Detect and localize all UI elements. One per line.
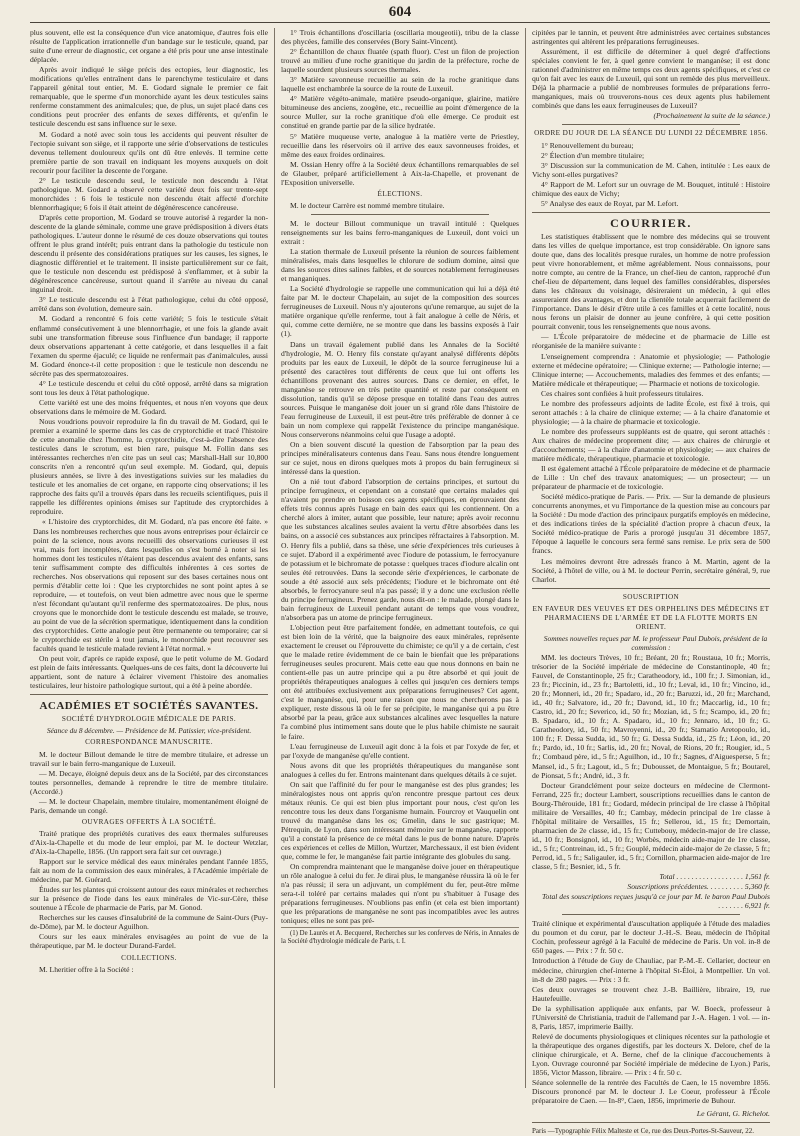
paragraph: Dans un travail également publié dans les Annales de la Société d'hydrologie, M. O. Henry fils constate qu'ayant analysé différents dépôts produits par les eaux de Luxeuil, le dépôt de la source ferrugineuse lui a présenté des caractères tout différents de ceux que lui ont offerts les échantillons provenant des autres sources. Dans ce dernier, en effet, le manganèse se retrouve en très petite quantité et reste par conséquent en dissolution, tandis qu'il se dépose presque en totalité dans l'eau des autres sources. Puisque le manganèse doit jouer un si grand rôle dans l'histoire de l'eau ferrugineuse de Luxeuil, il est peut-être très préférable de donner à ce bain un nom complexe qui rappelât l'existence du principe manganésique. Nous conserverons néanmoins celui que l'usage a adopté.	[281, 339, 519, 439]
paragraph: L'eau ferrugineuse de Luxeuil agit donc à la fois et par l'oxyde de fer, et par l'oxyde de manganèse qu'elle contient.	[281, 741, 519, 760]
footer-rule	[532, 1122, 770, 1123]
section-rule	[30, 694, 268, 695]
bibliography-item: Introduction à l'étude de Guy de Chauliac, par P.-M.-E. Cellarier, docteur en médecine, chirurgien chef-interne à l'hôpital St-Éloi, à Montpellier. Un vol. in-8 de 280 pages. — Prix : 3 fr.	[532, 956, 770, 984]
agenda-item: 5° Analyse des eaux de Royat, par M. Lefort.	[541, 198, 679, 208]
paragraph: On sait que l'affinité du fer pour le manganèse est des plus grandes; les minéralogistes nous ont appris qu'on rencontre presque partout ces deux métaux réunis. Ce qui est bien plus important pour nous, c'est qu'on les rencontre tous les deux dans l'organisme humain. Fourcroy et Vauquelin ont trouvé du manganèse dans les os; Gmelin, dans le suc gastrique; M. Pétrequin, de Lyon, dans son intéressant mémoire sur le manganèse, rapporte qu'il a constaté la présence de ce métal dans le pus de bonne nature. D'après ces expériences et celles de Millon, Wurtzer, Marchessaux, il est bien évident que, comme le fer, le manganèse fait partie intégrante des globules du sang.	[281, 779, 519, 862]
paragraph: On a bien souvent discuté la question de l'absorption par la peau des principes minéralisateurs contenus dans l'eau. Sans nous étendre longuement sur ce sujet, nous en dirons quelques mots à propos du bain ferrugineux si intéressé dans la question.	[281, 440, 519, 477]
paragraph: Les statistiques établissent que le nombre des médecins qui se trouvent dans les villes de quelque importance, est trop considérable. On ignore sans doute que, dans des localités presque rurales, un homme de notre profession peut vivre honorablement, et même agréablement. Nous connaissons, pour notre compte, au centre de la France, un chef-lieu de canton, rapproché d'un chef-lieu de département, dans lequel des familles considérables, dispersées dans les châteaux du voisinage, désireraient un médecin, à qui elles assureraient des avantages, et dont la clientèle totale acquerrait facilement de l'importance. Dans le désir d'être utile à ces familles et à cette localité, nous nous ferons un plaisir de donner au jeune confrère, à qui cette position pourrait convenir, tous les renseignements que nous avons.	[532, 231, 770, 332]
agenda-item: 4° Rapport de M. Lefort sur un ouvrage de M. Bouquet, intitulé : Histoire chimique des eaux de Vichy;	[532, 179, 770, 198]
short-rule	[562, 124, 740, 125]
paragraph: Recherches sur les causes d'insalubrité de la commune de Saint-Ours (Puy-de-Dôme), par M. le docteur Aguilhon.	[30, 913, 268, 932]
list-item: M. Ossian Henry offre à la Société deux échantillons remarquables de sel de Glauber, préparé artificiellement à Aix-la-Chapelle, et provenant de l'Exposition universelle.	[281, 159, 519, 187]
agenda-item: 1° Renouvellement du bureau;	[541, 140, 634, 150]
paragraph: Le nombre des professeurs suppléants est de quatre, qui seront attachés : Aux chaires de médecine proprement dite; — aux chaires de chirurgie et d'accouchements; — à la chaire d'anatomie et physiologie; — aux chaires de matière médicale, thérapeutique, pharmacie et toxicologie.	[532, 426, 770, 464]
bibliography-item: Traité clinique et expérimental d'auscultation appliquée à l'étude des maladies du poumon et du cœur, par le docteur J.-H.-S. Beau, médecin de l'hôpital Cochin, professeur agrégé à la Faculté de médecine de Paris. Un vol. in-8 de 650 pages. — Prix : 7 fr. 50 c.	[532, 919, 770, 956]
paragraph: On a nié tout d'abord l'absorption de certains principes, et surtout du principe ferrugineux, et cependant on a constaté que certains malades qui n'avaient pu prendre en boisson ces agents spécifiques, en éprouvaient des effets très connus après l'usage en bain des eaux qui les contiennent. On a cherché alors à imiter, autant que possible, leur nature; après avoir reconnu que les substances alcalines seules avaient la vertu d'être absorbées dans les bains, on a associé ces substances aux principes réfractaires à l'absorption. M. O. Henry fils a publié, dans sa thèse, une série d'expériences très curieuses à ce sujet. D'abord il a expérimenté avec l'iodure de potassium, le ferrocyanure de potassium et le bichromate de potasse : quelques traces d'iodure alcalin ont seules été retrouvées. Dans la seconde série d'expériences, le carbonate de soude a été associé aux sels précédents; l'iodure et le bichromate ont été absorbés, le ferrocyanure seul n'a pas passé; il y a donc une exclusion réelle du principe ferrugineux. Prenez garde, nous dit-on : le malade, plongé dans le bain ferrugineux de Luxeuil pendant autant de temps que vous voudrez, n'absorbera pas un atome de principe ferrugineux.	[281, 477, 519, 622]
subscription-list: MM. les docteurs Trèves, 10 fr.; Bréant, 20 fr.; Roustaua, 10 fr.; Morris, trésorier de la Société impériale de médecine de Constantinople, 40 fr.; Fauvel, de Constantinople, 25 fr.; Caratheodory, id., 100 fr.; J. Simonian, id., 23 fr.; Piccinin, id., 23 fr.; Bartoletti, id., 10 fr.; Leval, id., 10 fr.; Vincino, id., 20 fr.; Monneri, id., 20 fr.; Spadaro, id., 20 fr.; Baruzzi, id., 20 fr.; Marchand, id., 40 fr.; Salvatore, id., 20 fr.; Davond, id., 10 fr.; Maccarlig, id., 10 fr.; Castro, id., 20 fr.; Severico, id., 50 fr.; Mozian, id., 5 fr.; Scampo, id., 20 fr.; B. Spadaro, id., 10 fr.; A. Spadaro, id., 10 fr.; Jennaro, id., 10 fr.; G. Caratheodory, id., 50 fr.; Mavroyenni, id., 20 fr.; Stamatio Aretopoulo, id., 100 fr.; F. Dessa Sudda, id., 50 fr.; G. Dessa Sudda, id., 25 fr.; Léon, id., 20 fr.; Pardo, id., 10 fr.; Sarlis, id., 20 fr.; Noval, de Rions, 20 fr.; Rougier, id., 5 fr.; Combaud père, id., 5 fr.; Aguilhon, id., 10 fr.; Sagnes, d'Aiguesperse, 5 fr.; Mansel, id., 5 fr.; Lagout, id., 5 fr.; Dubousset, de Montaigue, 5 fr.; Boutarel, de Pionsat, 5 fr.; André, id., 3 fr.	[532, 652, 770, 780]
subscription-previous: Souscriptions précédentes. . . . . . . . . . 5,360 fr.	[627, 882, 770, 892]
bibliography-item: Séance solennelle de la rentrée des Facultés de Caen, le 15 novembre 1856. Discours prononcé par M. le docteur J. Le Coeur, professeur à l'École préparatoire de Caen. — In-8°, Caen, 1856, imprimerie de Buhour.	[532, 1078, 770, 1106]
agenda-item: 3° Discussion sur la communication de M. Cahen, intitulée : Les eaux de Vichy sont-elles purgatives?	[532, 160, 770, 179]
paragraph: Rapport sur le service médical des eaux minérales pendant l'année 1855, fait au nom de la commission des eaux minérales, à l'Académie impériale de médecine, par M. Guérard.	[30, 857, 268, 885]
paragraph: Cette variété est une des moins fréquentes, et nous n'en voyons que deux observations dans le mémoire de M. Godard.	[30, 397, 268, 416]
paragraph: Il est également attaché à l'École préparatoire de médecine et de pharmacie de Lille : Un chef des travaux anatomiques; — un prosecteur; — un préparateur de pharmacie et de toxicologie.	[532, 464, 770, 492]
printer-imprint: Paris —Typographie Félix Malteste et Ce, rue des Deux-Portes-St-Sauveur, 22.	[532, 1127, 755, 1136]
agenda-title: ORDRE DU JOUR DE LA SÉANCE DU LUNDI 22 DÉCEMBRE 1856.	[534, 129, 768, 138]
paragraph: L'enseignement comprendra : Anatomie et physiologie; — Pathologie externe et médecine opératoire; — Clinique externe; — Pathologie interne; — Clinique interne; — Accouchements, maladies des femmes et des enfants; — Matière médicale et thérapeutique; — Pharmacie et notions de toxicologie.	[532, 351, 770, 388]
courrier-title: COURRIER.	[610, 215, 692, 230]
paragraph: M. Lheritier offre à la Société :	[39, 964, 134, 974]
subscription-title: SOUSCRIPTION	[622, 592, 680, 601]
paragraph: cipitées par le tannin, et peuvent être administrées avec certaines substances astringentes qui altèrent les préparations ferrugineuses.	[532, 28, 770, 47]
page-number: 604	[388, 4, 412, 20]
paragraph: Les mémoires devront être adressés franco à M. Martin, agent de la Société, à l'hôtel de ville, ou à M. le docteur Perrin, secrétaire général, 9, rue Charlot.	[532, 556, 770, 584]
paragraph: — L'École préparatoire de médecine et de pharmacie de Lille est réorganisée de la manière suivante :	[532, 332, 770, 351]
paragraph: Assurément, il est difficile de déterminer à quel degré d'affections spéciales convient le fer, à quel genre convient le manganèse; il est donc rationnel d'administrer en même temps ces deux agents spécifiques, et c'est ce qu'on fait avec les eaux de Luxeuil, qui sont un remède des plus merveilleux. Déjà la pharmacie a publié de nombreuses formules de préparations ferro-manganiques, mais où trouverons-nous ces deux agents plus habilement combinés que dans les eaux ferrugineuses de Luxeuil?	[532, 47, 770, 111]
paragraph: Cours sur les eaux minérales envisagées au point de vue de la thérapeutique, par M. le docteur Durand-Fardel.	[30, 932, 268, 951]
paragraph: L'objection peut être parfaitement fondée, en admettant toutefois, ce qui est bien loin de la vérité, que la baignoire des eaux minérales, représente exactement le creuset ou l'éprouvette du chimiste; ce qu'il y a de certain, c'est que le malade retire évidemment de ce bain le bienfait que les préparations ferrugineuses seules procurent. Mais cette eau que nous donnons en bain ne contient-elle pas un autre principe qui a pu être absorbé et qui jouit de propriétés thérapeutiques analogues à celles qui jusqu'en ces derniers temps ont été attribuées exclusivement aux préparations ferrugineuses? Cet agent, c'est le manganèse, qui, pour une raison que nous ne chercherons pas à expliquer, reste dissous là où le fer se précipite, le manganèse qui a pu être absorbé par la peau, grâce aux substances alcalines avec lesquelles la nature l'a combiné plus intimement sans doute que le plus habile chimiste ne saurait le faire.	[281, 622, 519, 741]
paragraph: — M. Decaye, éloigné depuis deux ans de la Société, par des circonstances toutes personnelles, demande à reprendre le titre de membre titulaire. (Accordé.)	[30, 768, 268, 796]
paragraph: M. le docteur Billout communique un travail intitulé : Quelques renseignements sur les bains ferro-manganiques de Luxeuil, dont voici un extrait :	[281, 218, 519, 246]
list-item: 4° Matière végéto-animale, matière pseudo-organique, glairine, matière bitumineuse des anciens, zoogène, etc., recueillie au point d'émergence de la source Muller, sur la roche granitique d'où elle émerge. Ce produit est constitué en grande partie par de la silice hydratée.	[281, 94, 519, 131]
list-item: 1° Trois échantillons d'oscillaria (oscillaria mougeotii), tribu de la classe des phycées, famille des conservées (Bory Saint-Vincent).	[281, 28, 519, 47]
column-1	[30, 28, 268, 1090]
short-rule	[562, 914, 740, 915]
paragraph: 4° Le testicule descendu et celui du côté opposé, arrêté dans sa migration sont tous les deux à l'état pathologique.	[30, 378, 268, 397]
correspondence-title: CORRESPONDANCE MANUSCRITE.	[85, 738, 213, 747]
paragraph: Le nombre des professeurs adjoints de ladite École, est fixé à trois, qui seront attachés : à la chaire de clinique externe; — à la chaire d'anatomie et physiologie; — à la chaire de pharmacie et toxicologie.	[532, 398, 770, 426]
paragraph: 3° Le testicule descendu est à l'état pathologique, celui du côté opposé, arrêté dans son évolution, demeure sain.	[30, 295, 268, 314]
paragraph: Traité pratique des propriétés curatives des eaux thermales sulfureuses d'Aix-la-Chapelle et du mode de leur emploi, par M. le docteur Wetzlar, d'Aix-la-Chapelle, 1856. (Un rapport sera fait sur cet ouvrage.)	[30, 828, 268, 856]
bibliography	[532, 919, 770, 1105]
subscription-grand-total: Total des souscriptions reçues jusqu'à ce jour par M. le baron Paul Dubois . . . . . . . 6,921 fr.	[542, 892, 770, 911]
paragraph: plus souvent, elle est la conséquence d'un vice anatomique, d'autres fois elle résulte de l'application irrationnelle d'un bandage sur le testicule, quand, par suite d'une erreur de diagnostic, cet organe a été pris pour une anse intestinale déplacée.	[30, 28, 268, 65]
paragraph: On comprendra maintenant que le manganèse doive jouer en thérapeutique un rôle analogue à celui du fer. Je dirai plus, le manganèse réussira là où le fer n'a pas réussi; il sera un adjuvant, un complément du fer, peut-être même sera-t-il toléré par certains malades qui n'ont pu s'habituer à l'usage des préparations ferrugineuses. N'oublions pas enfin (et cela est bien important) que les préparations de manganèse ne sont pas incompatibles avec les autres toniques; elles ne sont pas pré-	[281, 862, 519, 926]
bibliography-item: De la syphilisation appliquée aux enfants, par W. Boeck, professeur à l'Université de Christiania, traduit de l'allemand par J.-A. Hagen. 1 vol. — in-8, Paris, 1857, imprimerie Bailly.	[532, 1003, 770, 1031]
paragraph: La Société d'hydrologie se rappelle une communication qui lui a déjà été faite par M. le docteur Chapelain, au sujet de la composition des sources ferrugineuses de Luxeuil. Nous n'y ajouterons qu'une remarque, au sujet de la matière organique qu'elle renferme, tout à fait analogue à celle de Néris, et qui, comme cette dernière, ne se montre que dans les bassins exposés à l'air (1).	[281, 284, 519, 339]
subscription-subtitle: EN FAVEUR DES VEUVES ET DES ORPHELINS DES MÉDECINS ET PHARMACIENS DE L'ARMÉE ET DE LA FLOTTE MORTS EN ORIENT.	[532, 604, 770, 631]
elections-title: ÉLECTIONS.	[377, 189, 423, 198]
section-title: ACADÉMIES ET SOCIÉTÉS SAVANTES.	[39, 700, 259, 713]
bibliography-item: Ces deux ouvrages se trouvent chez J.-B. Baillière, libraire, 19, rue Hautefeuille.	[532, 984, 770, 1003]
header-rule	[30, 22, 770, 23]
column-2	[281, 28, 519, 1090]
continued-note: (Prochainement la suite de la séance.)	[653, 111, 770, 121]
editor-signature: Le Gérant, G. Richelot.	[696, 1109, 770, 1119]
paragraph: — M. le docteur Chapelain, membre titulaire, momentanément éloigné de Paris, demande un congé.	[30, 796, 268, 815]
list-item: 3° Matière savonneuse recueillie au sein de la roche granitique dans laquelle est enchambrée la source de la route de Luxeuil.	[281, 75, 519, 94]
subscription-list: Docteur Grandclément pour seize docteurs en médecine de Clermont-Ferrand, 225 fr.; docteur Lambert, souscriptions recueillies dans le canton de Bourg-Thérouide, 181 fr.; Godard, médecin principal de 1re classe à l'hôpital militaire de Versailles, 40 fr.; Cambay, médecin principal de 1re classe à l'hôpital militaire de Versailles, 15 fr.; Sellerou, id., 15 fr.; Demortain, pharmacien de 2e classe, id., 15 fr.; Cuttebouy, médecin-major de 1re classe, id., 10 fr.; Bonsignol, id., 10 fr.; Worbès, médecin aide-major de 1re classe, id., 5 fr.; Contreinau, id., 5 fr.; Gouplé, médecin aide-major de 2e classe, 5 fr.; Perrod, id., 5 fr.; Saligauler, id., 5 fr.; Cornillon, pharmacien aide-major de 1re classe, 5 fr.; Besnier, id., 5 fr.	[532, 780, 770, 872]
subscription-intro: Sommes nouvelles reçues par M. le professeur Paul Dubois, président de la commission :	[543, 633, 768, 652]
paragraph: Ces chaires sont confiées à huit professeurs titulaires.	[541, 388, 704, 398]
paragraph: La station thermale de Luxeuil présente la réunion de sources faiblement minéralisées, mais dans lesquelles le chlorure de sodium domine, ainsi que dans les sources dites salines faibles, et de sources notablement ferrugineuses et manganiques.	[281, 247, 519, 284]
footnote: (1) De Laurès et A. Becquerel, Recherches sur les conferves de Néris, in Annales de la Société d'hydrologie médicale de Paris, t. I.	[281, 927, 519, 946]
paragraph: On peut voir, d'après ce rapide exposé, que le petit volume de M. Godard est plein de faits intéressants. Quelques-uns de ces faits, dont la découverte lui appartient, sont de nature à éclairer vivement l'histoire des anomalies testiculaires, leur histoire pathologique surtout, qui a été à peine abordée.	[30, 654, 268, 691]
bibliography-item: Relevé de documents physiologiques et cliniques récentes sur la pathologie et la thérapeutique des organes digestifs, par les docteurs X. Delore, chef de la clinique chirurgicale, et A. Berne, chef de la clinique d'accouchements à Lyon. Ouvrage couronné par Société impériale de médecine de Lyon.) Paris, 1856, Victor Masson, libraire. — Prix : 4 fr. 50 c.	[532, 1031, 770, 1078]
list-item: 2° Échantillon de chaux fluatée (spath fluor). C'est un filon de projection trouvé au milieu d'une roche granitique du jardin de la préfecture, roche de laquelle sourdent plusieurs sources thermales.	[281, 47, 519, 75]
column-separator	[274, 28, 275, 1088]
subscription-total: Total . . . . . . . . . . . . . . . . . . 1,561 fr.	[659, 872, 770, 882]
section-rule	[532, 588, 770, 589]
column-separator	[525, 28, 526, 1088]
paragraph: M. Godard a rencontré 6 fois cette variété; 5 fois le testicule s'était enflammé consécutivement à une blennorrhagie, et une fois la glande avait subi une transformation fibreuse sous l'influence d'un bandage; il rapporte deux observations appartenant à cette catégorie, et dans lesquelles il a fait l'examen du sperme éjaculé; ce liquide ne renfermait pas d'animalcules, aussi M. Godard énonce-t-il cette proposition : que le testicule non descendu ne sécrète pas des spermatozoaires.	[30, 314, 268, 378]
short-rule	[311, 214, 489, 215]
paragraph: M. le docteur Billout demande le titre de membre titulaire, et adresse un travail sur le bain ferro-manganique de Luxeuil.	[30, 749, 268, 768]
list-item: 5° Matière muqueuse verte, analogue à la matière verte de Priestley, recueillie dans les réservoirs où il arrive des eaux savonneuses froides, et même des eaux froides ordinaires.	[281, 131, 519, 159]
works-title: OUVRAGES OFFERTS À LA SOCIÉTÉ.	[81, 817, 217, 826]
quotation: « L'histoire des cryptorchides, dit M. Godard, n'a pas encore été faite. » Dans les nombreuses recherches que nous avons entreprises pour éclaircir ce point de la science, nous avons recueilli des observations curieuses il est vrai, mais fort incomplètes, dans lesquelles on s'est borné à noter si les hommes dont les testicules n'étaient pas descendus avaient des enfants, sans tenir suffisamment compte des difficultés inhérentes à ces sortes de recherches. Nos observations qui reposent sur des bases certaines nous ont permis d'établir cette loi : Que les cryptorchides ne sont point aptes à se reproduire, — et toutefois, on veut bien admettre avec nous que le sperme n'est fécondant qu'autant qu'il renferme des spermatozoaires. De plus, nous croyons que le monorchide dont le testicule descendu est malade, se trouve, au point de vue de la sécrétion spermatique, identiquement dans la condition des cryptorchides. Cette analogie peut être permanente ou temporaire; car si le cryptorchide est stérile à tout jamais, le monorchide peut recouvrer ses facultés quand le testicule malade revient à l'état normal. »	[33, 517, 268, 654]
paragraph: Après avoir indiqué le siège précis des ectopies, leur diagnostic, les modifications qu'elles entraînent dans le parenchyme testiculaire et dans l'appareil génital tout entier, M. E. Godard signale le premier ce fait remarquable, que le sperme d'un monorchide ayant les deux testicules sains renferme constamment des animalcules; que, de plus, un sujet placé dans ces conditions peut procréer des enfants de sexes différents, et qu'enfin le testicule descendu est sans influence sur le sexe.	[30, 65, 268, 129]
section-rule	[532, 212, 770, 213]
column-3	[532, 28, 770, 1136]
collections-title: COLLECTIONS.	[121, 953, 177, 962]
paragraph: M. le docteur Carrère est nommé membre titulaire.	[290, 200, 445, 210]
paragraph: Société médico-pratique de Paris. — Prix. — Sur la demande de plusieurs concurrents anonymes, et vu l'importance de la question mise au concours par la Société : Du mode d'action des principaux purgatifs employés en médecine, et des indications tirées de la spécialité d'action propre à chacun d'eux, la Société médico-pratique de Paris a prorogé jusqu'au 31 décembre 1857, l'époque à laquelle le concours sera fermé sans remise. Le prix sera de 500 francs.	[532, 492, 770, 556]
paragraph: D'après cette proportion, M. Godard se trouve autorisé à regarder la non-descente de la glande séminale, comme une grave prédisposition à divers états pathologiques. L'auteur donne le résumé de ces douze observations qui toutes offrent le plus grand intérêt; puis entrant dans la pathologie du testicule non descendu il présente des considérations pratiques sur les causes, les signes, le diagnostic différentiel et le traitement. Il insiste particulièrement sur ce fait, que le testicule non descendu est prédisposé à s'enflammer, et à subir la dégénérescence cancéreuse, surtout quand il s'arrête au niveau du canal inguinal droit.	[30, 212, 268, 295]
paragraph: Nous avons dit que les propriétés thérapeutiques du manganèse sont analogues à celles du fer. Entrons maintenant dans quelques détails à ce sujet.	[281, 760, 519, 779]
society-title: SOCIÉTÉ D'HYDROLOGIE MÉDICALE DE PARIS.	[61, 715, 237, 724]
paragraph: Nous voudrions pouvoir reproduire la fin du travail de M. Godard, qui le premier a examiné le sperme dans les cas de cryptorchidie et tracé l'histoire de cette anomalie chez l'homme, la cryptorchidie, c'est-à-dire l'absence des testicules dans le scrotum, est bien rare, puisque M. Follin dans ses intéressantes recherches n'en cite pas un seul cas; Marshall-Hall sur 10,800 conscrits n'en a rencontré qu'un seul exemple. M. Godard, qui, depuis plusieurs années, se livre à des investigations suivies sur les maladies du testicule et les anomalies de cet organe, en rapporte cinq observations; il les rapproche des faits qu'il a trouvés épars dans les recueils scientifiques, puis il rappelle les différentes opinions émises sur l'aptitude des cryptorchides à reproduire.	[30, 416, 268, 517]
seance-line: Séance du 8 décembre. — Présidence de M. Patissier, vice-président.	[46, 726, 252, 736]
paragraph: M. Godard a noté avec soin tous les accidents qui peuvent résulter de l'ectopie suivant son siège, et il rapporte une série d'observations de testicules devenus tellement douloureux qu'ils ont dû être enlevés. Il termine cette première partie de son travail en indiquant les moyens auxquels on doit recourir pour faciliter la descente de l'organe.	[30, 129, 268, 175]
paragraph: 2° Le testicule descendu seul, le testicule non descendu à l'état pathologique. M. Godard a observé cette variété deux fois sur trente-sept monorchides : 6 fois le testicule non descendu était affecté d'orchite blennorrhagique; 6 fois il était atteint de dégénérescence cancéreuse.	[30, 175, 268, 212]
paragraph: Études sur les plantes qui croissent autour des eaux minérales et recherches sur la présence de l'iode dans les eaux minérales de Vic-sur-Cère, thèse soutenue à l'École de pharmacie de Paris, par M. Gonod.	[30, 885, 268, 913]
agenda-item: 2° Élection d'un membre titulaire;	[541, 150, 645, 160]
